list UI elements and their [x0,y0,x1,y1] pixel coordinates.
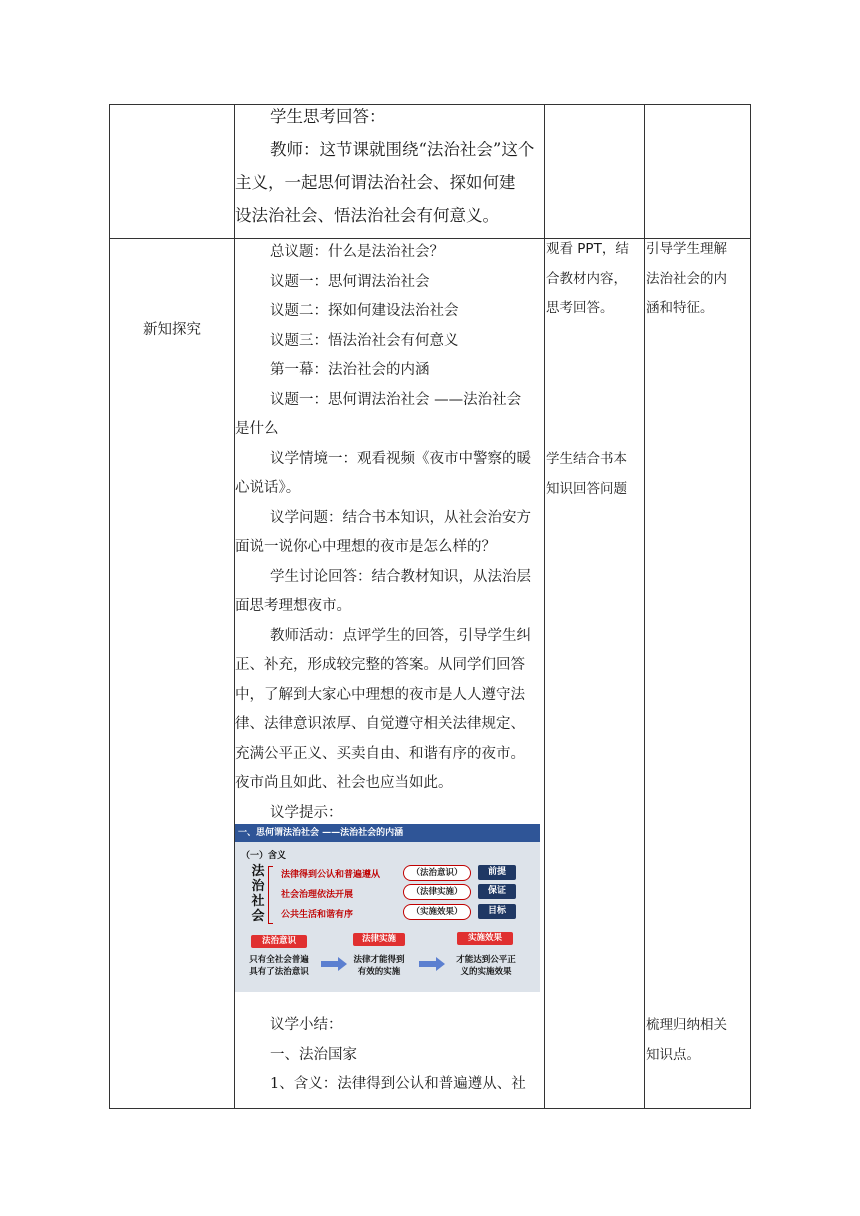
text-line: 中，了解到大家心中理想的夜市是人人遵守法 [235,686,525,703]
slide-row-pill: （法治意识） [403,865,471,881]
slide-row-pill: （实施效果） [403,904,471,920]
caption-line: 具有了法治意识 [249,967,309,977]
big-title-char: 会 [251,909,265,924]
slide-header: 一、思何谓法治社会 ——法治社会的内涵 [235,824,540,842]
table-border-col3 [644,104,645,1109]
table-border-bottom [109,1108,751,1109]
text-line: 观看 PPT，结 [546,241,629,257]
slide-row-pill: （法律实施） [403,884,471,900]
text-line: 议学问题：结合书本知识，从社会治安方 [270,509,531,526]
text-line: 法治社会的内 [646,270,727,287]
main-column-content [235,238,543,828]
bracket-shape [268,866,273,924]
table-border-col2 [544,104,545,1109]
text-line: 学生讨论回答：结合教材知识，从法治层 [270,568,531,585]
text-line: 一、法治国家 [270,1046,357,1063]
design-intent-col [646,235,749,324]
slide-row-tag: 目标 [478,904,516,919]
text-line: 主义，一起思何谓法治社会、探如何建 [235,173,516,192]
caption-line: 有效的实施 [357,967,401,977]
text-line: 梳理归纳相关 [646,1017,727,1033]
caption-line: 法律才能得到 [353,955,405,965]
text-line: 充满公平正义、买卖自由、和谐有序的夜市。 [235,745,525,762]
slide-subtitle: （一）含义 [241,851,287,861]
text-line: 议题一：思何谓法治社会 [270,273,430,290]
caption-line: 才能达到公平正 [456,955,516,965]
lesson-slide-image [235,824,540,992]
slide-big-title [251,864,265,924]
text-line: 1、含义：法律得到公认和普遍遵从、社 [270,1076,526,1092]
big-title-char: 法 [251,864,265,879]
caption-line: 只有全社会普遍 [249,955,309,965]
flow-arrow-icon [321,961,339,967]
slide-row-text: 公共生活和谐有序 [281,910,354,920]
text-line: 学生思考回答： [270,107,386,126]
slide-row-text: 法律得到公认和普遍遵从 [281,870,381,880]
text-line: 律、法律意识浓厚、自觉遵守相关法律规定、 [235,716,525,732]
section-label: 新知探究 [143,322,201,338]
text-line: 夜市尚且如此、社会也应当如此。 [235,775,453,791]
text-line: 议题二：探如何建设法治社会 [270,303,459,319]
text-line: 面说一说你心中理想的夜市是怎么样的？ [235,539,496,555]
text-line: 思考回答。 [546,300,614,316]
text-line: 心说话》。 [235,480,301,496]
text-line: 教师活动：点评学生的回答，引导学生纠 [270,627,531,644]
text-line: 第一幕：法治社会的内涵 [270,362,430,378]
text-line: 正、补充，形成较完整的答案。从同学们回答 [235,657,525,673]
flow-arrow-icon [419,961,437,967]
text-line: 引导学生理解 [646,241,727,257]
student-activity-col-2 [546,445,643,504]
slide-row-text: 社会治理依法开展 [281,890,354,900]
table-border-left [109,104,110,1109]
text-line: 合教材内容， [546,270,627,287]
text-line: 设法治社会、悟法治社会有何意义。 [235,206,499,225]
slide-row-tag: 保证 [478,884,516,899]
text-line: 总议题：什么是法治社会？ [270,244,444,260]
text-line: 教师：这节课就围绕“法治社会”这个 [270,140,535,159]
flow-caption [345,954,413,978]
flow-caption [447,954,525,978]
big-title-char: 治 [251,879,265,894]
text-line: 议学提示： [270,804,343,821]
top-row-content [235,100,543,232]
flow-tag: 法治意识 [251,935,307,948]
flow-tag: 法律实施 [353,933,405,946]
text-line: 知识点。 [646,1046,700,1063]
text-line: 面思考理想夜市。 [235,598,351,614]
text-line: 涵和特征。 [646,300,714,316]
text-line: 议学小结： [270,1017,343,1033]
text-line: 是什么 [235,421,279,437]
text-line: 学生结合书本 [546,451,627,467]
caption-line: 义的实施效果 [460,967,512,977]
text-line: 议学情境一：观看视频《夜市中警察的暖 [270,450,531,467]
text-line: 议题三：悟法治社会有何意义 [270,332,459,349]
big-title-char: 社 [251,894,265,909]
text-line: 议题一：思何谓法治社会 ——法治社会 [270,391,522,408]
slide-row-tag: 前提 [478,865,516,880]
design-intent-col-2 [646,1011,749,1070]
text-line: 知识回答问题 [546,480,627,497]
table-border-right [750,104,751,1109]
main-column-summary [235,1011,543,1100]
flow-tag: 实施效果 [457,932,513,945]
student-activity-col [546,235,643,324]
flow-caption [239,954,319,978]
